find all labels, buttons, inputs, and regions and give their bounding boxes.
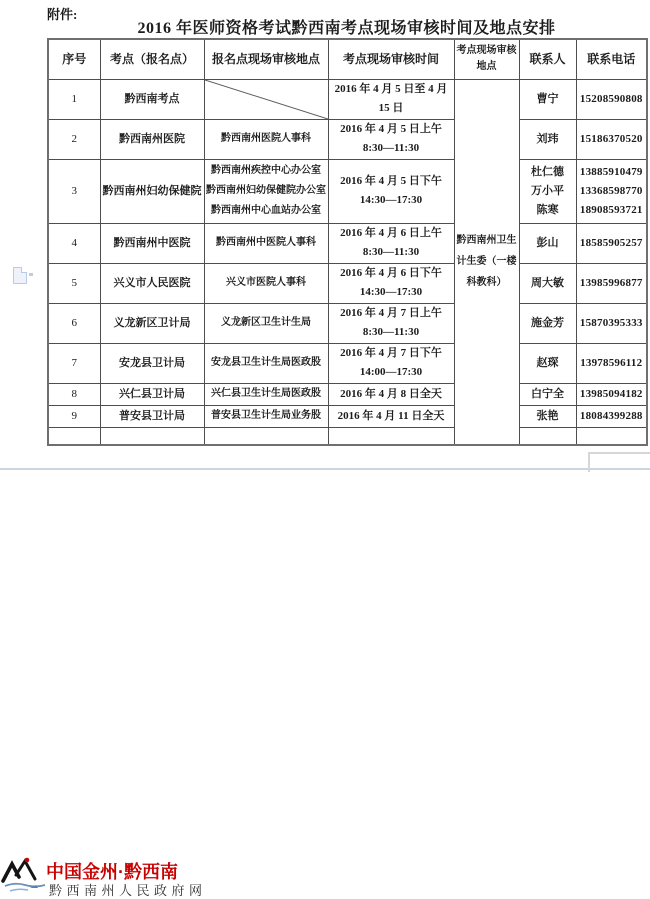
contact-cell: 白宁全 xyxy=(519,383,576,405)
header-phone: 联系电话 xyxy=(576,39,647,79)
contact-cell: 周大敏 xyxy=(519,263,576,303)
contact-cell: 刘玮 xyxy=(519,119,576,159)
header-review-time: 考点现场审核时间 xyxy=(328,39,454,79)
table-row xyxy=(48,263,647,303)
contact-cell: 曹宁 xyxy=(519,79,576,119)
gov-portal-logo xyxy=(0,428,260,898)
phone-cell: 15208590808 xyxy=(576,79,647,119)
location-cell: 兴仁县卫生计生局医政股 xyxy=(204,383,328,405)
site-cell: 黔西南州妇幼保健院 xyxy=(100,159,204,223)
table-row xyxy=(48,343,647,383)
merged-review-location-cell: 黔西南州卫生计生委（一楼科教科） xyxy=(454,79,519,445)
site-cell: 兴仁县卫计局 xyxy=(100,383,204,405)
location-cell: 兴义市医院人事科 xyxy=(204,263,328,303)
seq-cell: 1 xyxy=(48,79,100,119)
seq-cell: 2 xyxy=(48,119,100,159)
seq-cell: 8 xyxy=(48,383,100,405)
site-cell: 义龙新区卫计局 xyxy=(100,303,204,343)
phone-cell: 18585905257 xyxy=(576,223,647,263)
location-cell: 义龙新区卫生计生局 xyxy=(204,303,328,343)
seq-cell: 7 xyxy=(48,343,100,383)
attachment-label: 附件: xyxy=(47,7,78,22)
header-review-location: 考点现场审核地点 xyxy=(454,39,519,79)
header-reg-location: 报名点现场审核地点 xyxy=(204,39,328,79)
table-row xyxy=(48,405,647,427)
logo-subtitle: 黔西南州人民政府网 xyxy=(49,883,207,898)
contact-cell: 彭山 xyxy=(519,223,576,263)
diagonal-line xyxy=(205,80,328,119)
time-cell: 2016 年 4 月 5 日上午 8:30—11:30 xyxy=(328,119,454,159)
time-cell xyxy=(328,427,454,445)
time-cell: 2016 年 4 月 5 日至 4 月 15 日 xyxy=(328,79,454,119)
seq-cell: 6 xyxy=(48,303,100,343)
site-cell: 黔西南考点 xyxy=(100,79,204,119)
header-seq: 序号 xyxy=(48,39,100,79)
time-cell: 2016 年 4 月 7 日下午 14:00—17:30 xyxy=(328,343,454,383)
phone-cell: 15870395333 xyxy=(576,303,647,343)
location-cell: 安龙县卫生计生局医政股 xyxy=(204,343,328,383)
header-contact: 联系人 xyxy=(519,39,576,79)
phone-cell: 13885910479 13368598770 18908593721 xyxy=(576,159,647,223)
location-cell: 黔西南州中医院人事科 xyxy=(204,223,328,263)
phone-cell: 15186370520 xyxy=(576,119,647,159)
location-cell-empty xyxy=(204,79,328,119)
table-row xyxy=(48,159,647,223)
contact-cell: 赵琛 xyxy=(519,343,576,383)
time-cell: 2016 年 4 月 6 日上午 8:30—11:30 xyxy=(328,223,454,263)
seq-cell: 5 xyxy=(48,263,100,303)
contact-cell: 张艳 xyxy=(519,405,576,427)
mountain-icon xyxy=(1,857,49,895)
logo-title: 中国金州·黔西南 xyxy=(46,862,178,882)
time-cell: 2016 年 4 月 8 日全天 xyxy=(328,383,454,405)
phone-cell: 13978596112 xyxy=(576,343,647,383)
header-row xyxy=(48,39,647,79)
phone-cell xyxy=(576,427,647,445)
header-site: 考点（报名点） xyxy=(100,39,204,79)
page-artifact-icon xyxy=(13,267,27,284)
time-cell: 2016 年 4 月 5 日下午 14:30—17:30 xyxy=(328,159,454,223)
time-cell: 2016 年 4 月 6 日下午 14:30—17:30 xyxy=(328,263,454,303)
page-title: 2016 年医师资格考试黔西南考点现场审核时间及地点安排 xyxy=(137,20,556,37)
seq-cell: 4 xyxy=(48,223,100,263)
phone-cell: 13985094182 xyxy=(576,383,647,405)
seq-cell: 9 xyxy=(48,405,100,427)
table-row xyxy=(48,223,647,263)
phone-cell: 18084399288 xyxy=(576,405,647,427)
speck-artifact xyxy=(29,273,33,276)
location-cell: 黔西南州医院人事科 xyxy=(204,119,328,159)
contact-cell: 杜仁德 万小平 陈寒 xyxy=(519,159,576,223)
contact-cell: 施金芳 xyxy=(519,303,576,343)
table-row xyxy=(48,79,647,119)
site-cell: 安龙县卫计局 xyxy=(100,343,204,383)
location-cell: 黔西南州疾控中心办公室 黔西南州妇幼保健院办公室 黔西南州中心血站办公室 xyxy=(204,159,328,223)
time-cell: 2016 年 4 月 11 日全天 xyxy=(328,405,454,427)
location-cell: 普安县卫生计生局业务股 xyxy=(204,405,328,427)
phone-cell: 13985996877 xyxy=(576,263,647,303)
site-cell: 兴义市人民医院 xyxy=(100,263,204,303)
table-row xyxy=(48,383,647,405)
contact-cell xyxy=(519,427,576,445)
site-cell: 黔西南州中医院 xyxy=(100,223,204,263)
table-row xyxy=(48,119,647,159)
review-schedule-table xyxy=(47,38,648,446)
time-cell: 2016 年 4 月 7 日上午 8:30—11:30 xyxy=(328,303,454,343)
site-cell: 普安县卫计局 xyxy=(100,405,204,427)
seq-cell: 3 xyxy=(48,159,100,223)
table-row xyxy=(48,303,647,343)
site-cell: 黔西南州医院 xyxy=(100,119,204,159)
